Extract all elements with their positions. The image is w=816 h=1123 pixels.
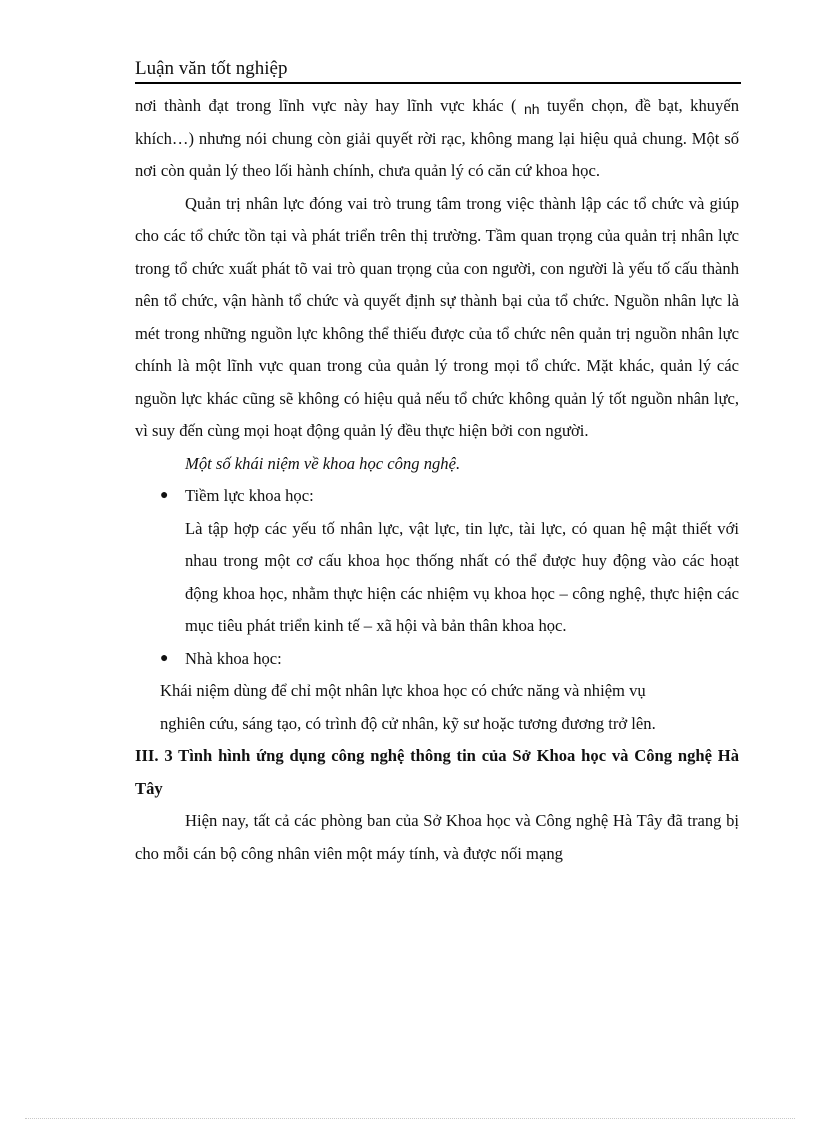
bullet-icon: ● [160,650,169,666]
paragraph-2: Quản trị nhân lực đóng vai trò trung tâm trong việc thành lập các tổ chức và giúp cho các tổ chức tồn tại và phát triển trên thị trường. Tầm quan trọng của quản trị nhân lực trong tổ chức xuất phát tõ vai trò quan trọng của con người, con người là yếu tố cấu thành nên tổ chức, vận hành tổ chức và quyết định sự thành bại của tổ chức. Nguồn nhân lực là mét trong những nguồn lực không thể thiếu được của tổ chức nên quản trị nguồn nhân lực chính là một lĩnh vực quan trong của quản lý trong mọi tổ chức. Mặt khác, quản lý các nguồn lực khác cũng sẽ không có hiệu quả nếu tổ chức không quản lý tốt nguồn nhân lực, vì suy đến cùng mọi hoạt động quản lý đều thực hiện bởi con người. [135,193,739,440]
bullet-item-1-title: Tiềm lực khoa học: [185,486,314,505]
italic-heading: Một số khái niệm về khoa học công nghệ. [185,453,461,473]
bullet-item-1 [135,480,739,513]
definition-line-1: Khái niệm dùng để chỉ một nhân lực khoa học có chức năng và nhiệm vụ [160,681,646,700]
paragraph-last: Hiện nay, tất cả các phòng ban của Sở Khoa học và Công nghệ Hà Tây đã trang bị cho mỗi cán bộ công nhân viên một máy tính, và được nối mạng [135,811,739,863]
header-rule [135,82,741,84]
section-heading: III. 3 Tình hình ứng dụng công nghệ thông tin của Sở Khoa học và Công nghệ Hà Tây [135,746,739,798]
paragraph-1-part-b: tuyển chọn, đề bạt, khuyến khích…) nhưng nói chung còn giải quyết rời rạc, không mang lại hiệu quả chung. Một số nơi còn quản lý theo lối hành chính, chưa quản lý có căn cứ khoa học. [135,96,740,180]
paragraph-1-nh: nh [523,101,540,117]
bullet-item-2 [135,643,739,676]
bullet-item-2-title: Nhà khoa học: [185,648,282,668]
document-body [135,90,739,870]
bullet-icon: ● [160,488,169,503]
page-header-title: Luận văn tốt nghiệp [135,58,288,79]
paragraph-1 [135,90,739,188]
paragraph-1-part-a: nơi thành đạt trong lĩnh vực này hay lĩnh vực khác ( [135,96,517,115]
bullet-item-1-body: Là tập hợp các yếu tố nhân lực, vật lực, tin lực, tài lực, có quan hệ mật thiết với nhau trong một cơ cấu khoa học thống nhất có thể được huy động vào các hoạt động khoa học, nhằm thực hiện các nhiệm vụ khoa học – công nghệ, thực hiện các mục tiêu phát triển kinh tế – xã hội và bản thân khoa học. [185,518,739,635]
footer-dotted-rule [25,1118,795,1119]
definition-line-2: nghiên cứu, sáng tạo, có trình độ cử nhân, kỹ sư hoặc tương đương trở lên. [160,713,656,733]
